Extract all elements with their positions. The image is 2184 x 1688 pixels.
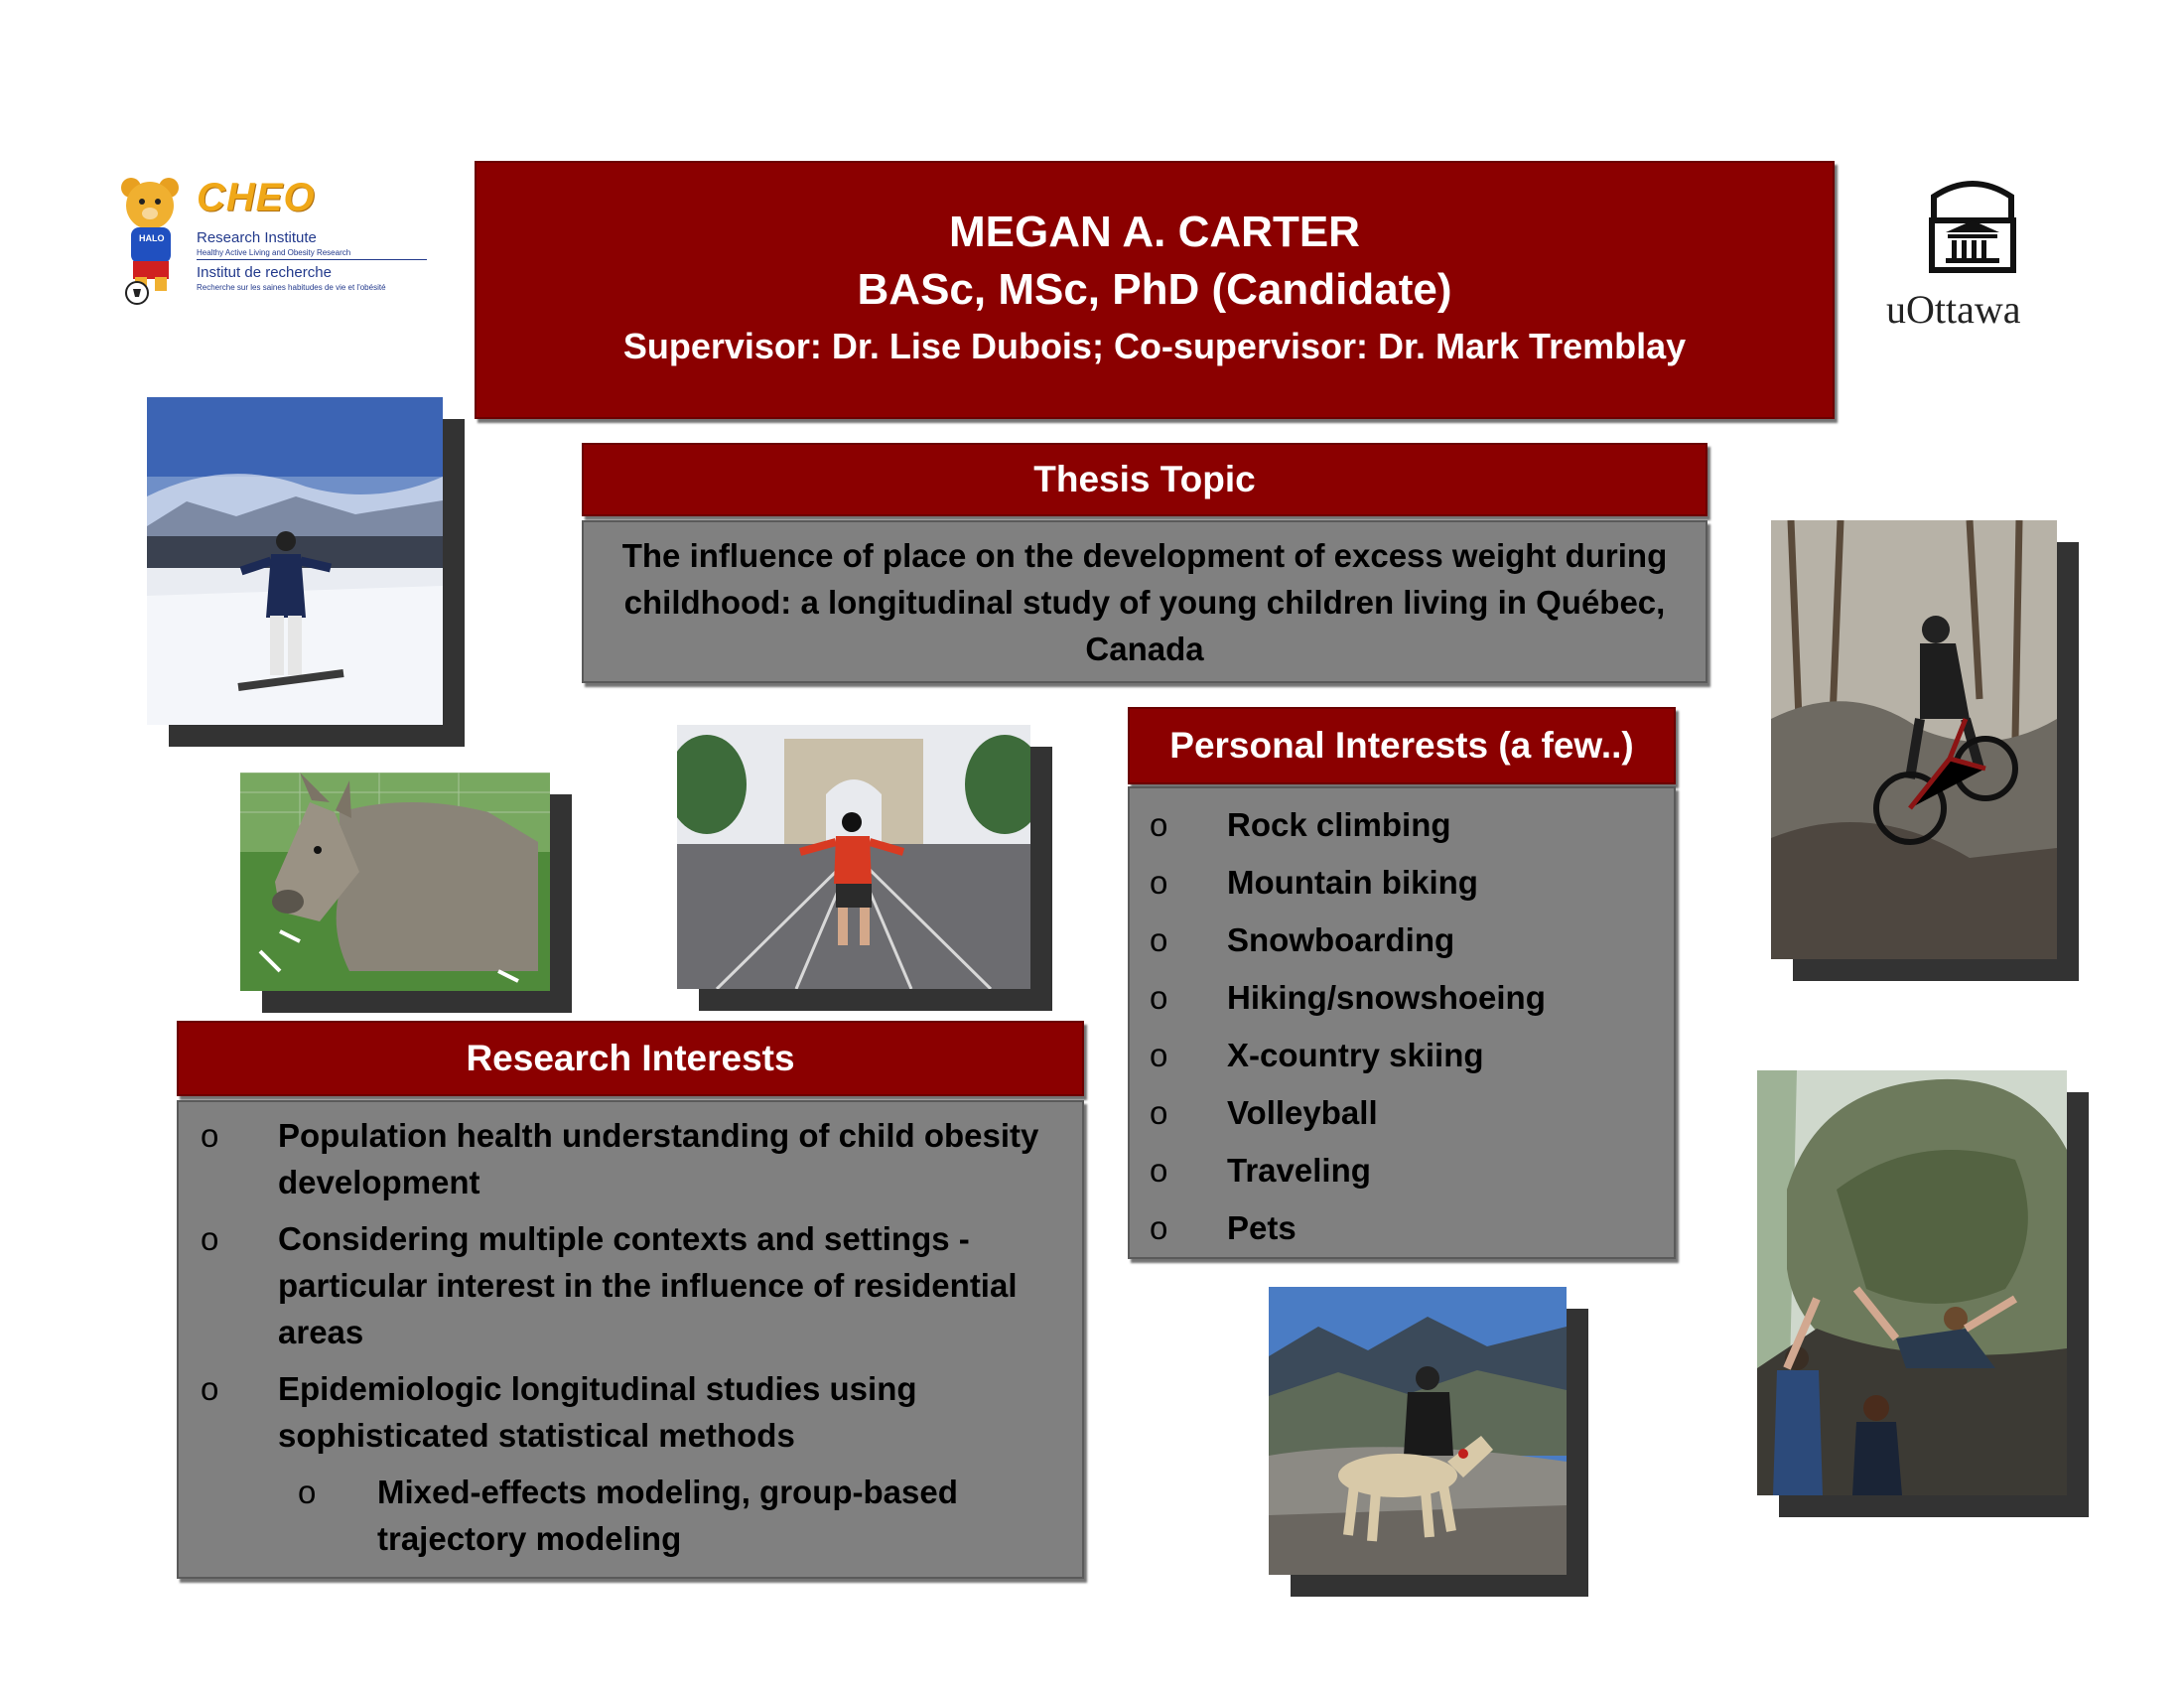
list-item: o Epidemiologic longitudinal studies using sophisticated statistical methods bbox=[179, 1365, 1082, 1459]
bullet-marker: o bbox=[1150, 921, 1168, 958]
cheo-line-halo-fr: Recherche sur les saines habitudes de vie et l'obésité bbox=[197, 283, 386, 292]
header-banner bbox=[475, 161, 1835, 419]
university-building-icon bbox=[1928, 177, 2017, 276]
personal-list bbox=[1130, 802, 1674, 1263]
list-item: o X-country skiing bbox=[1130, 1033, 1674, 1090]
list-item: o Mountain biking bbox=[1130, 860, 1674, 917]
bullet-marker: o bbox=[1150, 1152, 1168, 1189]
degrees: BASc, MSc, PhD (Candidate) bbox=[857, 265, 1452, 314]
bullet-marker: o bbox=[1150, 864, 1168, 901]
list-item: o Considering multiple contexts and settings - particular interest in the influence of residential areas bbox=[179, 1215, 1082, 1355]
list-item: o Snowboarding bbox=[1130, 917, 1674, 975]
uottawa-logo bbox=[1876, 177, 2075, 336]
cheo-logo-divider bbox=[197, 259, 427, 260]
research-heading bbox=[177, 1021, 1084, 1096]
person-name: MEGAN A. CARTER bbox=[949, 208, 1360, 256]
research-heading-text: Research Interests bbox=[466, 1038, 795, 1078]
thesis-box bbox=[582, 520, 1707, 683]
bullet-marker: o bbox=[201, 1220, 219, 1257]
mountain-dog-photo bbox=[1269, 1287, 1567, 1575]
personal-heading-text: Personal Interests (a few..) bbox=[1169, 725, 1634, 766]
research-box bbox=[177, 1100, 1084, 1579]
list-item: o Hiking/snowshoeing bbox=[1130, 975, 1674, 1033]
thesis-heading bbox=[582, 443, 1707, 516]
arc-de-triomphe-photo bbox=[677, 725, 1030, 989]
personal-box bbox=[1128, 786, 1676, 1259]
mountain-biking-photo bbox=[1771, 520, 2057, 959]
bullet-marker: o bbox=[1150, 806, 1168, 843]
cheo-line-institut: Institut de recherche bbox=[197, 264, 332, 281]
list-item: o Pets bbox=[1130, 1205, 1674, 1263]
thesis-text: The influence of place on the development of excess weight during childhood: a longitudinal study of young children living in Québec, Canada bbox=[621, 537, 1668, 667]
donkey-photo bbox=[240, 773, 550, 991]
cheo-wordmark: CHEO bbox=[197, 176, 316, 219]
snowboarding-photo bbox=[147, 397, 443, 725]
rock-climbing-photo bbox=[1757, 1070, 2067, 1495]
bullet-marker: o bbox=[1150, 1209, 1168, 1246]
bullet-marker: o bbox=[201, 1370, 219, 1407]
bullet-marker: o bbox=[201, 1117, 219, 1154]
research-list bbox=[179, 1112, 1082, 1562]
list-item: o Traveling bbox=[1130, 1148, 1674, 1205]
cheo-logo bbox=[117, 174, 435, 308]
cheo-line-halo-en: Healthy Active Living and Obesity Research bbox=[197, 248, 351, 257]
thesis-heading-text: Thesis Topic bbox=[1033, 459, 1256, 499]
list-item: o Rock climbing bbox=[1130, 802, 1674, 860]
supervisors: Supervisor: Dr. Lise Dubois; Co-supervisor: Dr. Mark Tremblay bbox=[622, 326, 1687, 366]
halo-badge: HALO bbox=[139, 233, 165, 243]
bullet-marker: o bbox=[1150, 1094, 1168, 1131]
list-item: o Population health understanding of child obesity development bbox=[179, 1112, 1082, 1205]
bullet-marker: o bbox=[298, 1474, 317, 1510]
cheo-line-research-institute: Research Institute bbox=[197, 229, 317, 246]
bullet-marker: o bbox=[1150, 1037, 1168, 1073]
list-sub-item: o Mixed-effects modeling, group-based trajectory modeling bbox=[179, 1469, 1082, 1562]
personal-heading bbox=[1128, 707, 1676, 784]
bullet-marker: o bbox=[1150, 979, 1168, 1016]
uottawa-wordmark: uOttawa bbox=[1886, 287, 2021, 332]
list-item: o Volleyball bbox=[1130, 1090, 1674, 1148]
